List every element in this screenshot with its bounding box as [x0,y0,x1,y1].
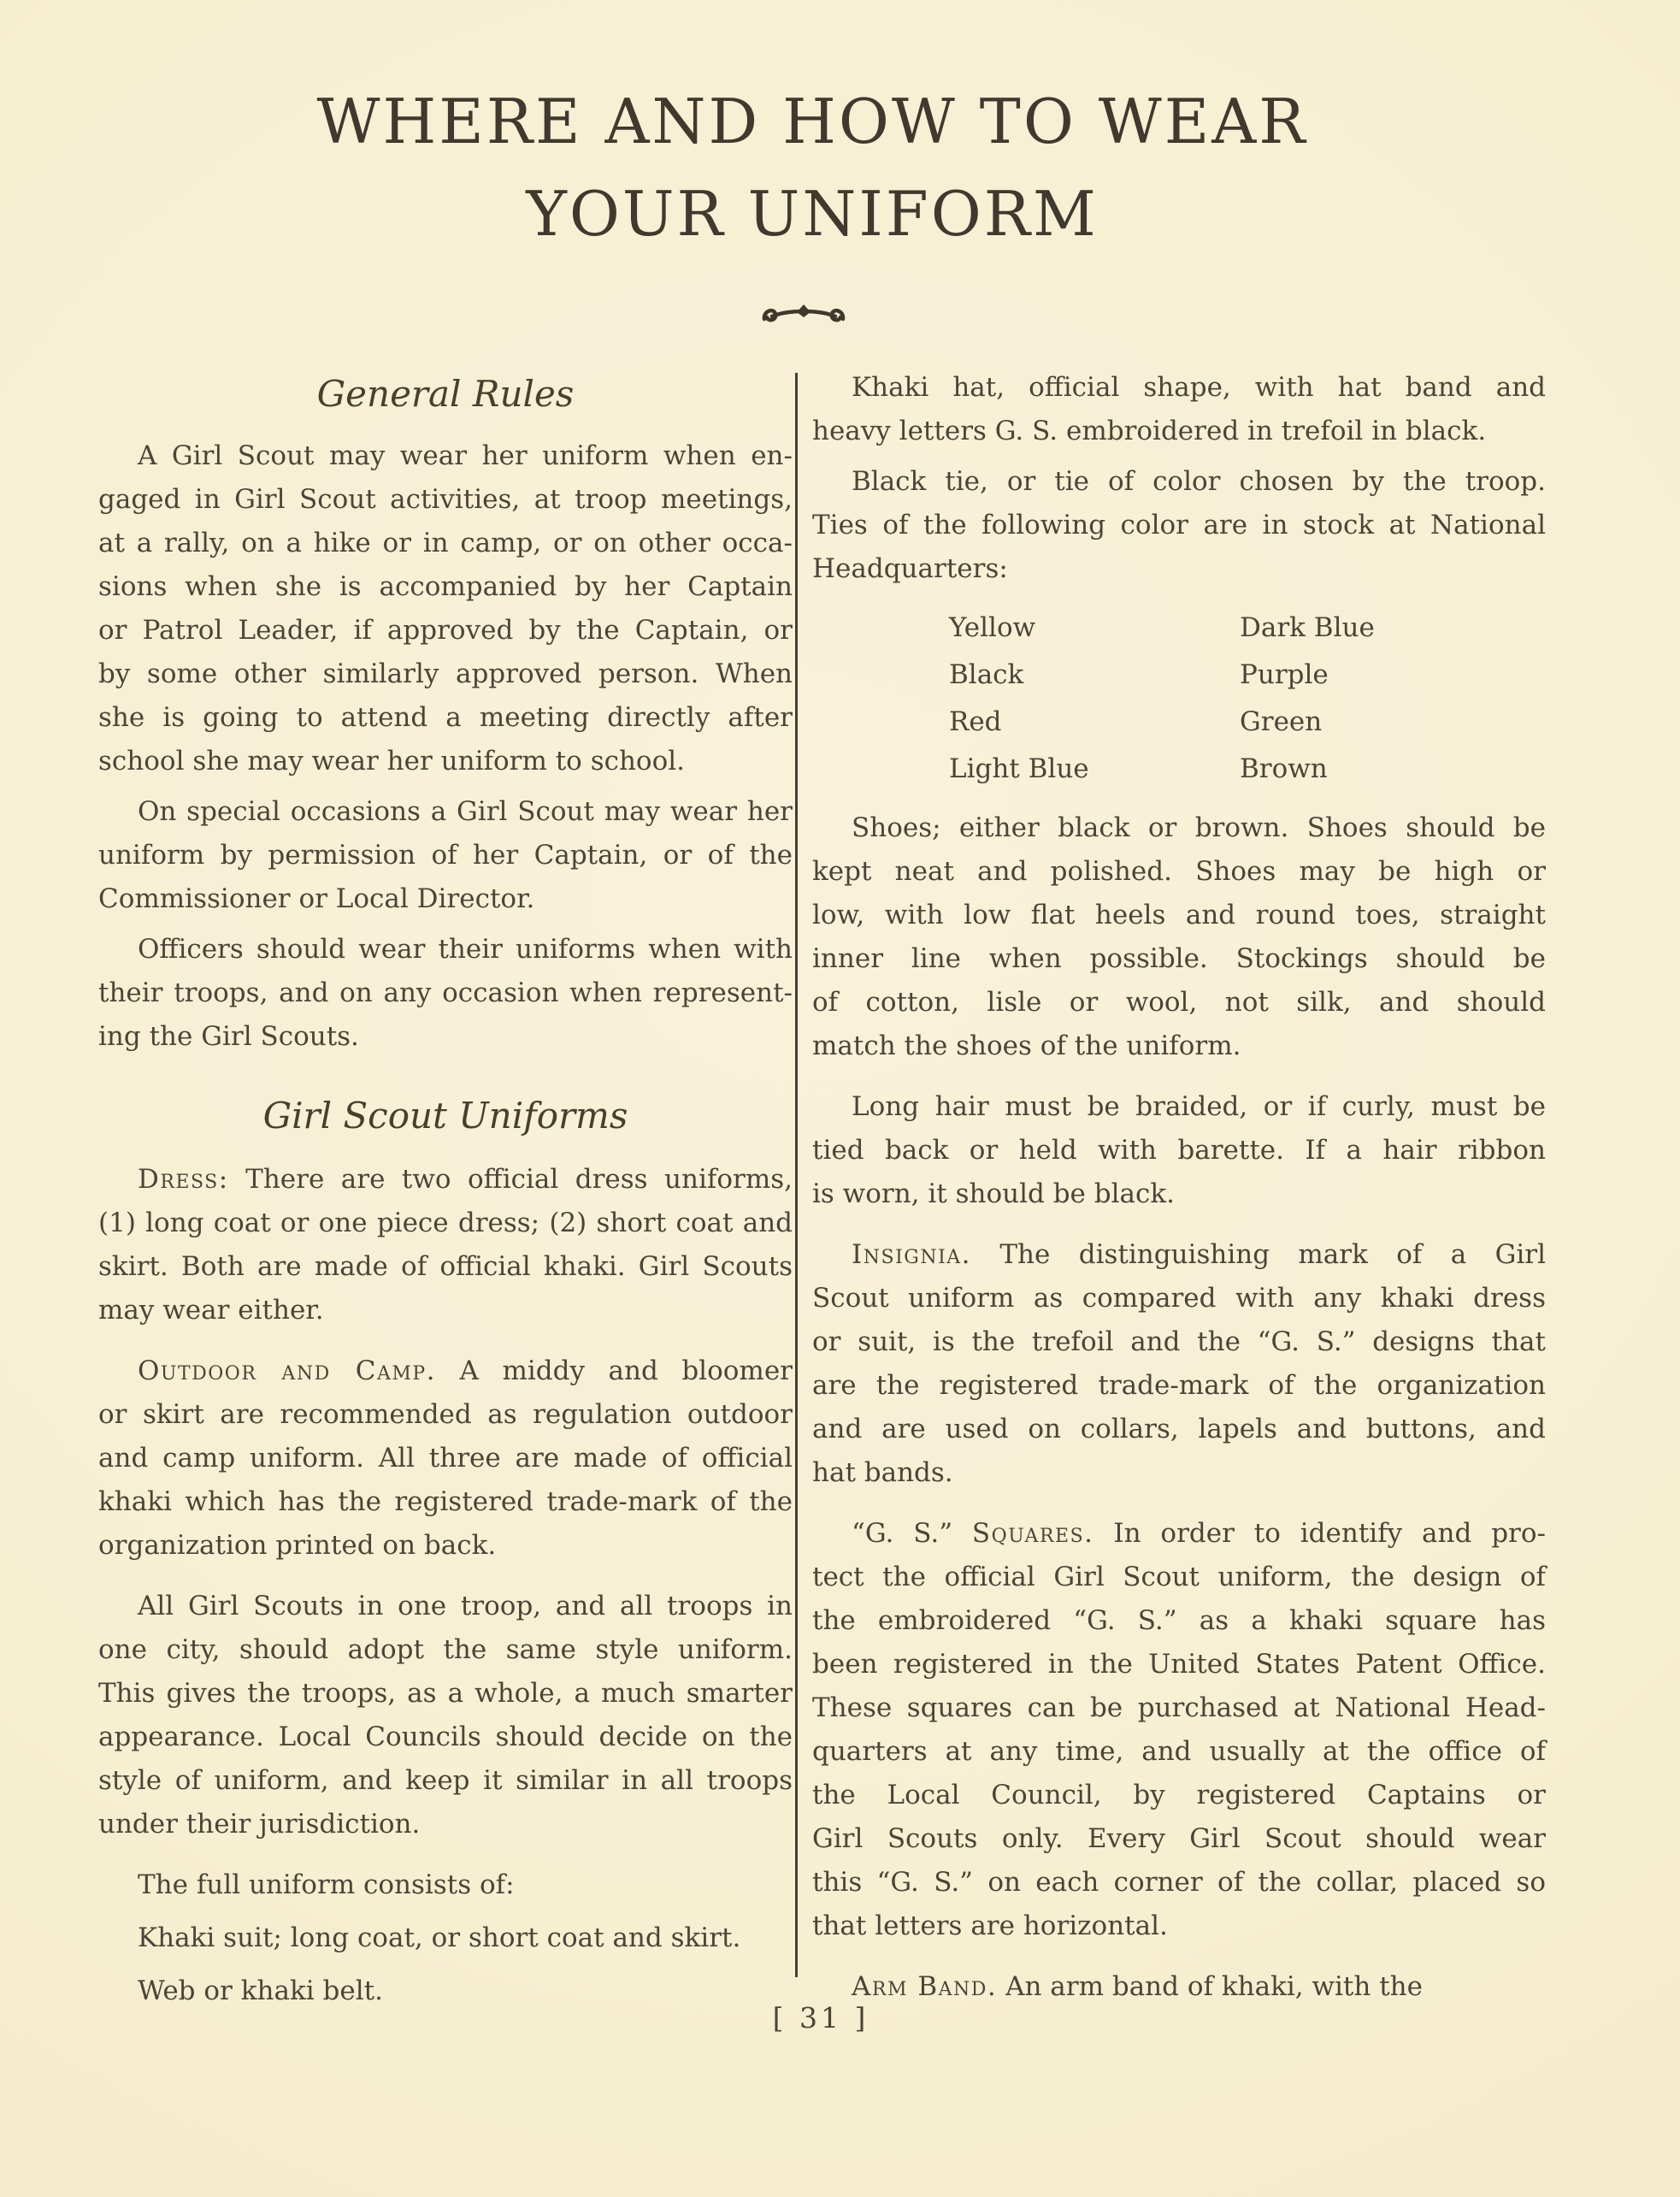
text-line: Ties of the following color are in stock at National [812,510,1546,540]
page-title-line-2: YOUR UNIFORM [526,178,1099,250]
text-line: A Girl Scout may wear her uniform when en- [138,440,793,471]
text-line: she is going to attend a meeting directly after [98,702,793,733]
text-line: been registered in the United States Patent Office. [812,1649,1546,1680]
text-line: of cotton, lisle or wool, not silk, and should [812,987,1546,1018]
text-line: Black tie, or tie of color chosen by the troop. [852,466,1546,497]
text-line: this “G. S.” on each corner of the collar, placed so [812,1867,1546,1898]
paragraph-troop-style [98,1585,793,1846]
text-line: On special occasions a Girl Scout may wear her [138,796,793,827]
text-line: at a rally, on a hike or in camp, or on other occa- [98,528,793,558]
text-line: Outdoor and Camp. A middy and bloomer [138,1355,793,1386]
text-line: uniform by permission of her Captain, or of the [98,840,793,871]
text-line: the Local Council, by registered Captains or [812,1780,1546,1810]
page-number: [ 31 ] [772,2001,869,2035]
text-line: are the registered trade-mark of the organization [812,1370,1546,1401]
text-line: or Patrol Leader, if approved by the Captain, or [98,615,793,646]
ornament-diamond [797,304,811,317]
text-line: match the shoes of the uniform. [812,1031,1241,1061]
text-line: Khaki hat, official shape, with hat band and [852,372,1546,403]
text-line: All Girl Scouts in one troop, and all troops in [138,1591,793,1621]
tie-color-column-2 [1240,605,1375,793]
tie-color-item: Red [949,706,1002,737]
text-line: Scout uniform as compared with any khaki dress [812,1283,1546,1314]
text-line: gaged in Girl Scout activities, at troop meetings, [98,484,793,515]
right-column [812,366,1546,2016]
paragraph-shoes [812,806,1546,1068]
text-line: These squares can be purchased at National Head- [812,1692,1546,1723]
tie-color-item: Dark Blue [1240,612,1375,643]
section-heading-girl-scout-uniforms: Girl Scout Uniforms [262,1095,628,1137]
text-line: ing the Girl Scouts. [98,1021,359,1052]
text-line: low, with low flat heels and round toes, straight [812,900,1546,930]
text-line: Khaki suit; long coat, or short coat and skirt. [138,1922,741,1953]
paragraph-arm-band [812,1965,1546,2009]
text-line: skirt. Both are made of official khaki. Girl Scouts [98,1251,793,1282]
text-line: appearance. Local Councils should decide on the [98,1722,793,1752]
tie-color-item: Purple [1240,659,1329,690]
paragraph-khaki-suit [98,1916,793,1960]
text-line: tied back or held with barette. If a hair ribbon [812,1135,1546,1166]
flourish-ornament-icon [759,299,848,334]
text-line: Officers should wear their uniforms when with [138,934,793,965]
text-line: Long hair must be braided, or if curly, must be [852,1091,1546,1122]
text-line: the embroidered “G. S.” as a khaki square has [812,1605,1546,1636]
paragraph-gs-squares [812,1512,1546,1948]
text-line: or skirt are recommended as regulation outdoor [98,1399,793,1430]
paragraph-khaki-hat [812,366,1546,453]
column-divider-rule [795,373,798,1977]
paragraph-long-hair [812,1085,1546,1216]
text-line: that letters are horizontal. [812,1911,1168,1941]
text-line: is worn, it should be black. [812,1178,1175,1209]
text-line: Girl Scouts only. Every Girl Scout should wear [812,1823,1546,1854]
text-line: by some other similarly approved person. When [98,659,793,689]
text-line: Shoes; either black or brown. Shoes should be [852,812,1546,843]
text-line: and are used on collars, lapels and buttons, and [812,1414,1546,1444]
text-line: This gives the troops, as a whole, a much smarter [98,1678,793,1709]
text-line: Headquarters: [812,553,1008,584]
tie-color-item: Light Blue [949,753,1089,784]
text-line: Dress: There are two official dress uniforms, [138,1164,793,1195]
text-line: Arm Band. An arm band of khaki, with the [852,1971,1423,2002]
text-line: one city, should adopt the same style uniform. [98,1634,793,1665]
text-line: khaki which has the registered trade-mark of the [98,1486,793,1517]
page-title [51,75,1573,260]
tie-color-item: Green [1240,706,1323,737]
paragraph-black-tie [812,460,1546,591]
paragraph-general-rules-3 [98,928,793,1059]
section-heading-general-rules: General Rules [316,373,575,415]
paragraph-web-belt [98,1970,793,2013]
paragraph-outdoor-and-camp [98,1350,793,1568]
paragraph-dress [98,1158,793,1332]
text-line: sions when she is accompanied by her Captain [98,571,793,602]
paragraph-general-rules-1 [98,434,793,783]
text-line: (1) long coat or one piece dress; (2) short coat and [98,1208,793,1238]
text-line: their troops, and on any occasion when represent- [98,977,793,1008]
text-line: or suit, is the trefoil and the “G. S.” designs that [812,1326,1546,1357]
text-line: inner line when possible. Stockings should be [812,943,1546,974]
text-line: organization printed on back. [98,1530,497,1561]
tie-color-column-1 [949,605,1240,793]
text-line: Web or khaki belt. [138,1976,383,2006]
text-line: may wear either. [98,1295,324,1326]
text-line: style of uniform, and keep it similar in all troops [98,1765,793,1796]
page-title-line-1: WHERE AND HOW TO WEAR [316,86,1308,157]
text-line: heavy letters G. S. embroidered in trefoil in black. [812,416,1487,446]
text-line: Insignia. The distinguishing mark of a Girl [852,1239,1546,1270]
text-line: school she may wear her uniform to school. [98,746,686,777]
text-line: under their jurisdiction. [98,1809,421,1840]
paragraph-full-uniform-intro [98,1863,793,1907]
text-line: hat bands. [812,1457,953,1488]
tie-color-table [949,605,1546,793]
left-column [98,373,793,2023]
tie-color-item: Brown [1240,753,1328,784]
text-line: kept neat and polished. Shoes may be high or [812,856,1546,887]
text-line: quarters at any time, and usually at the office of [812,1736,1546,1767]
tie-color-item: Yellow [949,612,1036,643]
text-line: “G. S.” Squares. In order to identify and pro- [852,1518,1547,1549]
text-line: The full uniform consists of: [138,1869,515,1900]
text-line: and camp uniform. All three are made of official [98,1443,793,1474]
paragraph-general-rules-2 [98,790,793,921]
text-line: tect the official Girl Scout uniform, the design of [812,1562,1546,1592]
tie-color-item: Black [949,659,1024,690]
text-line: Commissioner or Local Director. [98,883,535,914]
paragraph-insignia [812,1233,1546,1495]
